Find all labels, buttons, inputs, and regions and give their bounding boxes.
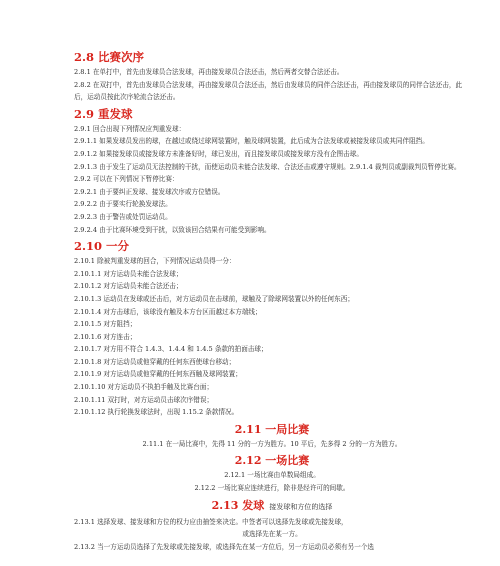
section-heading: 2.8 比赛次序: [74, 50, 145, 64]
paragraph: 2.10.1.10 对方运动员不执拍手触及比赛台面；: [74, 383, 214, 392]
section-2-12: [74, 450, 470, 494]
paragraph: 2.8.1 在单打中，首先由发球员合法发球，再由接发球员合法还击，然后两者交替合法还击。: [74, 68, 344, 76]
section-heading: [74, 419, 470, 438]
paragraph: 或选择先在某一方。: [242, 530, 302, 539]
section-2-10: [74, 238, 470, 419]
paragraph: 2.10.1.3 运动员在发球或还击后，对方运动员在击球前，球触及了除球网装置以外的任何东西；: [74, 294, 354, 303]
paragraph: 2.10.1 除被判重发球的回合，下列情况运动员得一分：: [74, 257, 236, 266]
paragraph: 2.10.1.12 执行轮换发球法时，出现 1.15.2 条款情况。: [74, 408, 239, 417]
paragraph: 2.10.1.2 对方运动员未能合法还击；: [74, 282, 183, 291]
paragraph: 2.13.1 选择发球、接发球和方位的权力应由抽签来决定。中签者可以选择先发球或先接发球，: [74, 517, 348, 526]
paragraph: 2.8.2 在双打中，首先由发球员合法发球，再由接发球员合法还击，然后由发球员的同伴合法还击，再由接发球员的同伴合法还击，此后，运动员按此次序轮流合法还击。: [74, 80, 463, 102]
section-heading: [74, 495, 470, 516]
section-heading-text: 2.11 一局比赛: [234, 422, 310, 436]
paragraph: 2.9.1.2 如果接发球员或接发球方未准备好时，球已发出，而且接发球员或接发球方没有企图击球。: [74, 149, 363, 158]
section-heading-suffix: 接发球和方位的选择: [269, 502, 333, 511]
paragraph: 2.10.1.1 对方运动员未能合法发球；: [74, 269, 183, 278]
section-2-13: [74, 495, 470, 554]
paragraph: 2.12.1 一场比赛由单数局组成。: [224, 471, 320, 480]
paragraph: 2.10.1.9 对方运动员或他穿戴的任何东西触及球网装置；: [74, 370, 242, 379]
paragraph: 2.10.1.5 对方阻挡；: [74, 320, 137, 329]
paragraph: 2.9.2.3 由于警告或处罚运动员。: [74, 212, 172, 221]
paragraph: 2.9.1.3 由于发生了运动员无法控制的干扰，而使运动员未能合法发球、合法还击或遵守规则。2.9.1.4 裁判员或副裁判员暂停比赛。: [74, 162, 461, 171]
paragraph: 2.10.1.7 对方用不符合 1.4.3、1.4.4 和 1.4.5 条款的拍面击球；: [74, 345, 268, 354]
section-heading: 2.9 重发球: [74, 106, 133, 121]
section-heading-text: 2.13 发球: [211, 498, 265, 512]
section-2-9: [74, 106, 470, 236]
section-2-8: [74, 49, 470, 104]
section-heading: [74, 450, 470, 469]
paragraph: 2.9.2 可以在下列情况下暂停比赛：: [74, 175, 179, 184]
paragraph: 2.10.1.4 对方击球后，该球没有触及本方台区而越过本方端线；: [74, 307, 262, 316]
paragraph: 2.11.1 在一局比赛中，先得 11 分的一方为胜方。10 平后，先多得 2 分的一方为胜方。: [142, 439, 402, 448]
paragraph: 2.10.1.6 对方连击；: [74, 332, 137, 341]
paragraph: 2.12.2 一场比赛应连续进行，除非是经许可的间歇。: [194, 484, 350, 493]
paragraph: 2.9.1 回合出现下列情况应判重发球：: [74, 124, 186, 133]
paragraph: 2.13.2 当一方运动员选择了先发球或先接发球，或选择先在某一方位后，另一方运动员必须有另一个选: [74, 542, 375, 551]
section-heading-text: 2.12 一场比赛: [234, 454, 310, 468]
section-heading: 2.10 一分: [74, 239, 130, 254]
paragraph: 2.9.2.4 由于比赛环境受到干扰，以致该回合结果有可能受到影响。: [74, 225, 271, 234]
paragraph: 2.10.1.11 双打时，对方运动员击球次序错误；: [74, 395, 214, 404]
paragraph: 2.10.1.8 对方运动员或他穿戴的任何东西使球台移动；: [74, 357, 236, 366]
paragraph: 2.9.1.1 如果发球员发出的球，在越过或绕过球网装置时，触及球网装置，此后成为合法发球或被接发球员或其同伴阻挡。: [74, 137, 429, 146]
paragraph: 2.9.2.1 由于要纠正发球、接发球次序或方位错误。: [74, 187, 225, 196]
paragraph: 2.9.2.2 由于要实行轮换发球法。: [74, 200, 172, 209]
section-2-11: [74, 419, 470, 451]
